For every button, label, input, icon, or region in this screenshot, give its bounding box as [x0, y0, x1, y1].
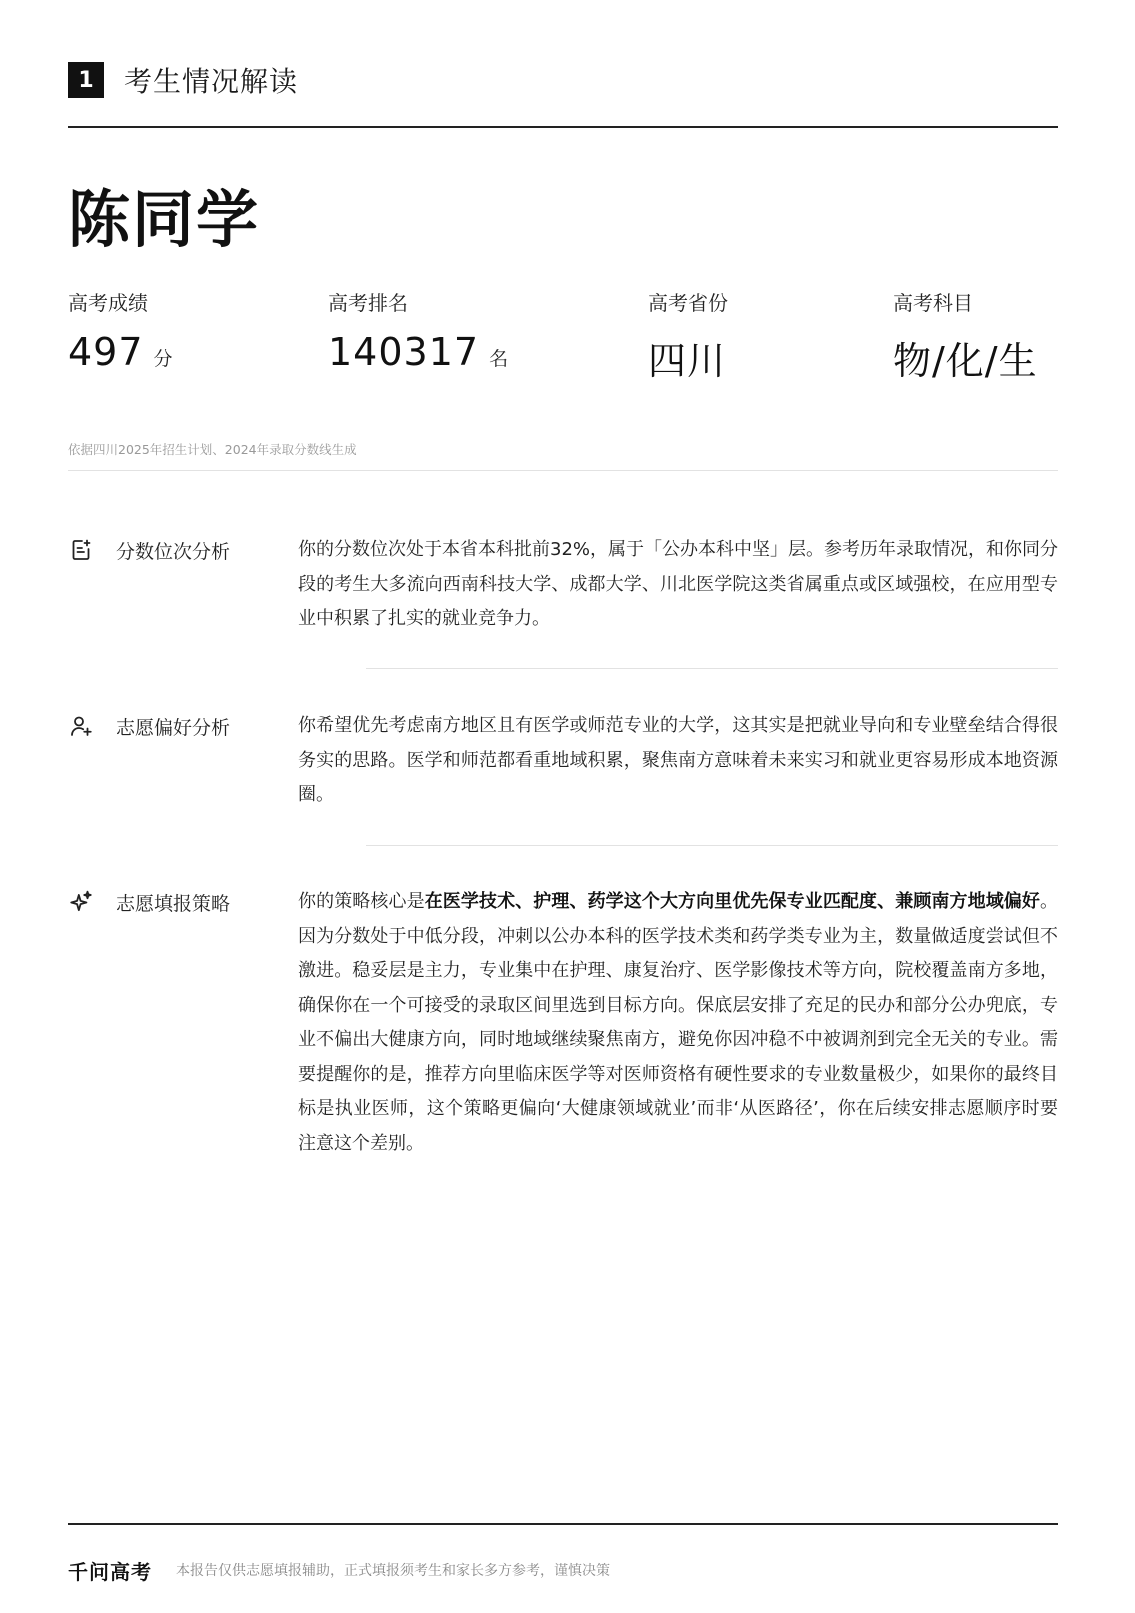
source-note: 依据四川2025年招生计划、2024年录取分数线生成	[68, 442, 357, 457]
user-plus-icon	[68, 713, 94, 739]
stat-subjects	[893, 290, 1038, 385]
stat-label: 高考排名	[328, 291, 408, 315]
stat-province	[648, 290, 728, 385]
stat-label: 高考省份	[648, 291, 728, 315]
analysis-label: 志愿偏好分析	[116, 716, 231, 739]
student-name: 陈同学	[68, 183, 261, 256]
stats-divider	[68, 470, 1058, 471]
row-divider	[366, 668, 1058, 669]
stat-value: 四川	[648, 339, 727, 383]
header-divider	[68, 126, 1058, 128]
analysis-text: 你希望优先考虑南方地区且有医学或师范专业的大学，这其实是把就业导向和专业壁垒结合得很务实的思路。医学和师范都看重地域积累，聚焦南方意味着未来实习和就业更容易形成本地资源圈。	[298, 715, 1058, 805]
stat-score	[68, 290, 173, 374]
stat-rank	[328, 290, 508, 374]
analysis-text	[298, 885, 1058, 1161]
stat-label: 高考科目	[893, 291, 973, 315]
analysis-label: 志愿填报策略	[116, 892, 231, 915]
stat-value: 497	[68, 330, 144, 374]
footer-divider	[68, 1523, 1058, 1525]
section-header	[68, 60, 298, 100]
disclaimer: 本报告仅供志愿填报辅助，正式填报须考生和家长多方参考，谨慎决策	[176, 1563, 610, 1579]
stat-label: 高考成绩	[68, 291, 148, 315]
report-page	[68, 0, 1058, 1613]
stat-value: 140317	[328, 330, 480, 374]
stat-unit: 分	[153, 348, 173, 370]
section-number: 1	[68, 62, 104, 98]
stat-unit: 名	[489, 348, 509, 370]
row-divider	[366, 845, 1058, 846]
brand-name: 千问高考	[68, 1559, 152, 1584]
strategy-text-highlight: 在医学技术、护理、药学这个大方向里优先保专业匹配度、兼顾南方地域偏好	[424, 891, 1041, 912]
section-title: 考生情况解读	[124, 65, 299, 98]
analysis-text: 你的分数位次处于本省本科批前32%，属于「公办本科中坚」层。参考历年录取情况，和你同分段的考生大多流向西南科技大学、成都大学、川北医学院这类省属重点或区域强校，在应用型专业中积累了扎实的就业竞争力。	[298, 539, 1059, 629]
score-doc-icon	[68, 537, 94, 563]
sparkle-icon	[68, 889, 94, 915]
strategy-text-rest: 。因为分数处于中低分段，冲刺以公办本科的医学技术类和药学类专业为主，数量做适度尝试但不激进。稳妥层是主力，专业集中在护理、康复治疗、医学影像技术等方向，院校覆盖南方多地，确保你在一个可接受的录取区间里选到目标方向。保底层安排了充足的民办和部分公办兜底，专业不偏出大健康方向，同时地域继续聚焦南方，避免你因冲稳不中被调剂到完全无关的专业。需要提醒你的是，推荐方向里临床医学等对医师资格有硬性要求的专业数量极少，如果你的最终目标是执业医师，这个策略更偏向‘大健康领域就业’而非‘从医路径’，你在后续安排志愿顺序时要注意这个差别。	[298, 891, 1059, 1154]
strategy-text-lead: 你的策略核心是	[298, 891, 425, 912]
stat-value: 物/化/生	[893, 339, 1038, 383]
footer	[68, 1555, 610, 1585]
analysis-label: 分数位次分析	[116, 540, 231, 563]
